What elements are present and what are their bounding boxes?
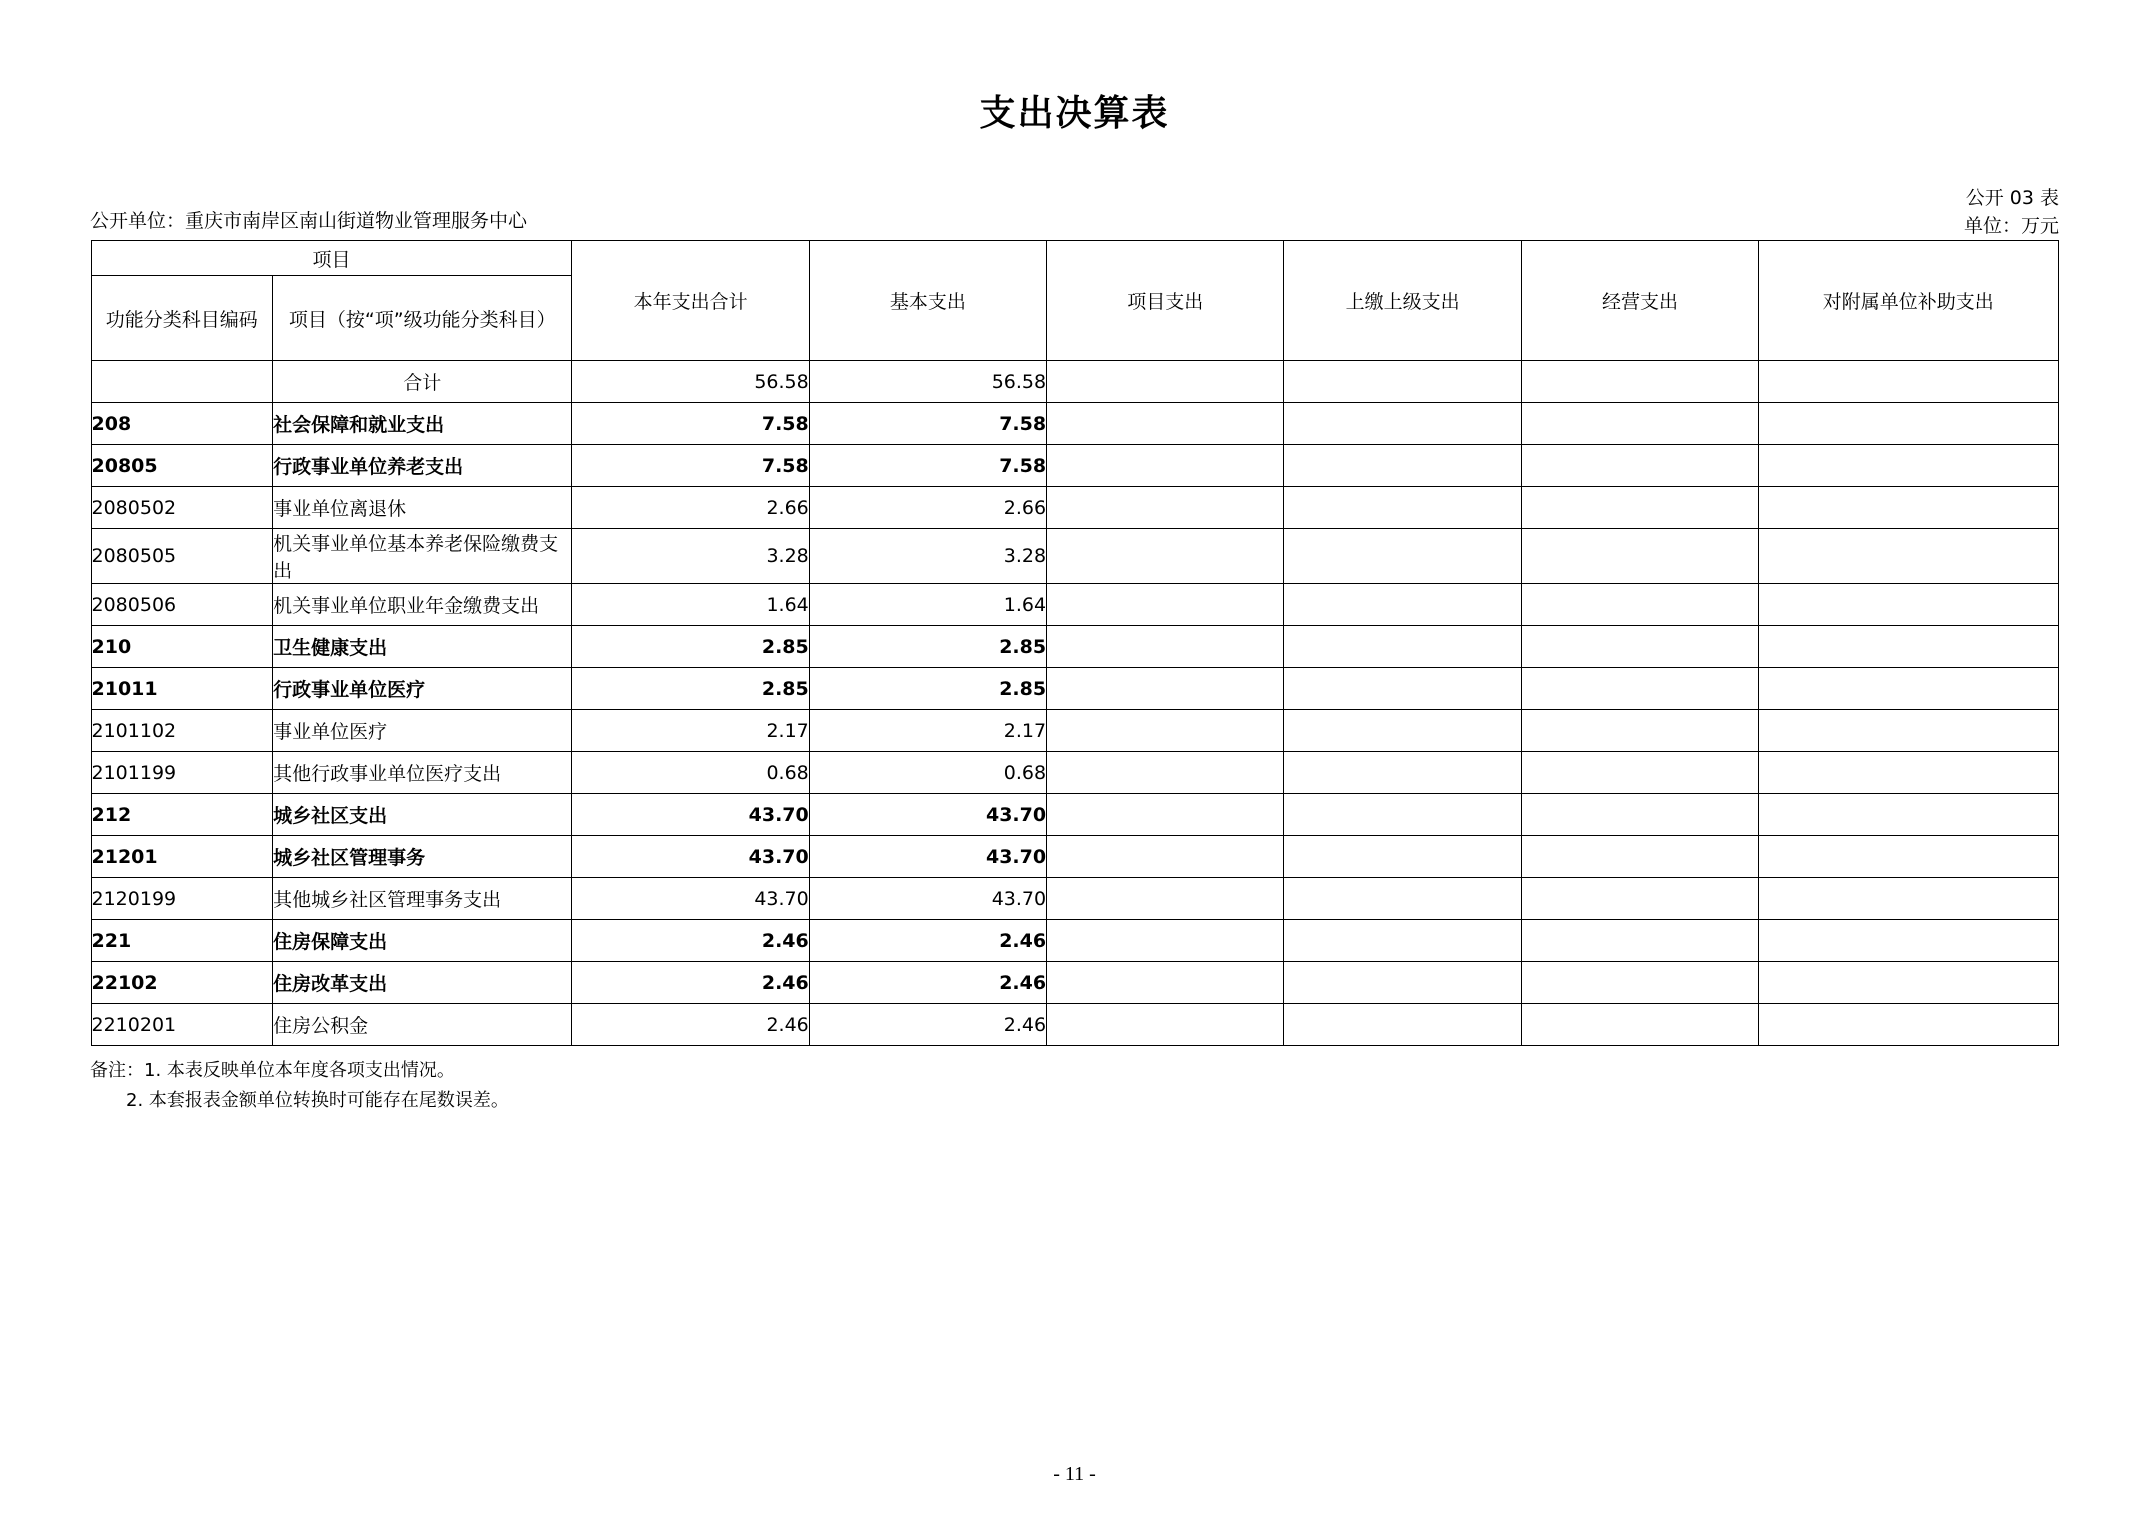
table-row bbox=[91, 836, 2058, 878]
table-row bbox=[91, 962, 2058, 1004]
cell-upper bbox=[1284, 962, 1521, 1004]
cell-subsidy bbox=[1759, 878, 2058, 920]
table-row bbox=[91, 584, 2058, 626]
cell-basic: 43.70 bbox=[809, 794, 1046, 836]
public-unit-value: 重庆市南岸区南山街道物业管理服务中心 bbox=[185, 210, 528, 232]
cell-project bbox=[1047, 529, 1284, 584]
header-total: 本年支出合计 bbox=[572, 241, 809, 361]
cell-total: 43.70 bbox=[572, 794, 809, 836]
cell-project bbox=[1047, 668, 1284, 710]
cell-operating bbox=[1521, 1004, 1758, 1046]
cell-basic: 3.28 bbox=[809, 529, 1046, 584]
cell-operating bbox=[1521, 403, 1758, 445]
cell-subsidy bbox=[1759, 710, 2058, 752]
cell-name: 社会保障和就业支出 bbox=[273, 403, 572, 445]
table-row bbox=[91, 878, 2058, 920]
cell-total: 43.70 bbox=[572, 878, 809, 920]
cell-project bbox=[1047, 710, 1284, 752]
cell-project bbox=[1047, 794, 1284, 836]
cell-operating bbox=[1521, 487, 1758, 529]
header-basic: 基本支出 bbox=[809, 241, 1046, 361]
page-number: - 11 - bbox=[1053, 1463, 1096, 1485]
cell-code: 20805 bbox=[91, 445, 273, 487]
cell-basic: 2.17 bbox=[809, 710, 1046, 752]
cell-total: 7.58 bbox=[572, 445, 809, 487]
cell-subsidy bbox=[1759, 487, 2058, 529]
cell-basic: 2.85 bbox=[809, 668, 1046, 710]
cell-total: 2.66 bbox=[572, 487, 809, 529]
cell-basic: 43.70 bbox=[809, 836, 1046, 878]
cell-code: 2101102 bbox=[91, 710, 273, 752]
cell-name: 事业单位医疗 bbox=[273, 710, 572, 752]
cell-project bbox=[1047, 878, 1284, 920]
cell-upper bbox=[1284, 668, 1521, 710]
cell-code: 2210201 bbox=[91, 1004, 273, 1046]
cell-name: 事业单位离退休 bbox=[273, 487, 572, 529]
cell-basic: 2.46 bbox=[809, 1004, 1046, 1046]
cell-total: 43.70 bbox=[572, 836, 809, 878]
cell-subsidy bbox=[1759, 752, 2058, 794]
cell-code: 2080502 bbox=[91, 487, 273, 529]
cell-total: 2.17 bbox=[572, 710, 809, 752]
cell-subsidy bbox=[1759, 962, 2058, 1004]
cell-upper bbox=[1284, 445, 1521, 487]
cell-total: 56.58 bbox=[572, 361, 809, 403]
cell-code: 21011 bbox=[91, 668, 273, 710]
cell-basic: 2.66 bbox=[809, 487, 1046, 529]
cell-operating bbox=[1521, 836, 1758, 878]
note-line-1: 备注：1. 本表反映单位本年度各项支出情况。 bbox=[90, 1060, 455, 1081]
cell-total: 2.46 bbox=[572, 920, 809, 962]
cell-name: 机关事业单位基本养老保险缴费支出 bbox=[273, 529, 572, 584]
cell-project bbox=[1047, 962, 1284, 1004]
cell-total: 2.46 bbox=[572, 962, 809, 1004]
cell-upper bbox=[1284, 920, 1521, 962]
cell-subsidy bbox=[1759, 584, 2058, 626]
cell-name: 合计 bbox=[273, 361, 572, 403]
table-row bbox=[91, 668, 2058, 710]
cell-upper bbox=[1284, 1004, 1521, 1046]
header-subsidy: 对附属单位补助支出 bbox=[1759, 241, 2058, 361]
cell-operating bbox=[1521, 584, 1758, 626]
cell-operating bbox=[1521, 445, 1758, 487]
table-notes bbox=[90, 1056, 2149, 1116]
amount-unit: 单位：万元 bbox=[1963, 215, 2059, 237]
cell-basic: 2.46 bbox=[809, 920, 1046, 962]
table-row bbox=[91, 487, 2058, 529]
table-row bbox=[91, 626, 2058, 668]
cell-upper bbox=[1284, 403, 1521, 445]
cell-project bbox=[1047, 836, 1284, 878]
table-row bbox=[91, 752, 2058, 794]
cell-subsidy bbox=[1759, 668, 2058, 710]
cell-project bbox=[1047, 487, 1284, 529]
cell-subsidy bbox=[1759, 361, 2058, 403]
cell-name: 卫生健康支出 bbox=[273, 626, 572, 668]
cell-project bbox=[1047, 920, 1284, 962]
header-group-project: 项目 bbox=[91, 241, 572, 276]
public-unit-label: 公开单位： bbox=[90, 210, 186, 232]
cell-project bbox=[1047, 752, 1284, 794]
cell-code: 210 bbox=[91, 626, 273, 668]
cell-subsidy bbox=[1759, 445, 2058, 487]
cell-total: 2.46 bbox=[572, 1004, 809, 1046]
cell-total: 3.28 bbox=[572, 529, 809, 584]
cell-operating bbox=[1521, 878, 1758, 920]
cell-total: 1.64 bbox=[572, 584, 809, 626]
table-row bbox=[91, 794, 2058, 836]
cell-subsidy bbox=[1759, 836, 2058, 878]
cell-upper bbox=[1284, 584, 1521, 626]
table-row bbox=[91, 361, 2058, 403]
cell-code: 21201 bbox=[91, 836, 273, 878]
cell-upper bbox=[1284, 710, 1521, 752]
cell-basic: 2.46 bbox=[809, 962, 1046, 1004]
cell-subsidy bbox=[1759, 529, 2058, 584]
cell-upper bbox=[1284, 878, 1521, 920]
form-meta bbox=[1964, 184, 2059, 240]
cell-project bbox=[1047, 626, 1284, 668]
header-code: 功能分类科目编码 bbox=[91, 276, 273, 361]
header-operating: 经营支出 bbox=[1521, 241, 1758, 361]
note-line-2: 2. 本套报表金额单位转换时可能存在尾数误差。 bbox=[126, 1090, 509, 1111]
cell-basic: 7.58 bbox=[809, 445, 1046, 487]
cell-upper bbox=[1284, 487, 1521, 529]
cell-upper bbox=[1284, 752, 1521, 794]
cell-name: 行政事业单位养老支出 bbox=[273, 445, 572, 487]
cell-total: 7.58 bbox=[572, 403, 809, 445]
cell-name: 其他行政事业单位医疗支出 bbox=[273, 752, 572, 794]
cell-project bbox=[1047, 445, 1284, 487]
cell-code: 2120199 bbox=[91, 878, 273, 920]
cell-subsidy bbox=[1759, 403, 2058, 445]
cell-upper bbox=[1284, 836, 1521, 878]
cell-operating bbox=[1521, 962, 1758, 1004]
table-row bbox=[91, 403, 2058, 445]
cell-basic: 56.58 bbox=[809, 361, 1046, 403]
cell-operating bbox=[1521, 794, 1758, 836]
cell-name: 城乡社区管理事务 bbox=[273, 836, 572, 878]
cell-code: 221 bbox=[91, 920, 273, 962]
cell-total: 0.68 bbox=[572, 752, 809, 794]
expenditure-table bbox=[91, 240, 2059, 1046]
cell-operating bbox=[1521, 920, 1758, 962]
cell-name: 城乡社区支出 bbox=[273, 794, 572, 836]
cell-project bbox=[1047, 361, 1284, 403]
cell-total: 2.85 bbox=[572, 626, 809, 668]
cell-basic: 2.85 bbox=[809, 626, 1046, 668]
cell-operating bbox=[1521, 361, 1758, 403]
table-row bbox=[91, 710, 2058, 752]
cell-basic: 0.68 bbox=[809, 752, 1046, 794]
cell-code: 2101199 bbox=[91, 752, 273, 794]
cell-operating bbox=[1521, 626, 1758, 668]
document-meta bbox=[0, 184, 2149, 240]
cell-subsidy bbox=[1759, 794, 2058, 836]
page-title: 支出决算表 bbox=[979, 93, 1170, 134]
table-header bbox=[91, 241, 2058, 361]
table-row bbox=[91, 1004, 2058, 1046]
cell-basic: 43.70 bbox=[809, 878, 1046, 920]
cell-subsidy bbox=[1759, 626, 2058, 668]
public-unit bbox=[90, 206, 527, 233]
cell-operating bbox=[1521, 668, 1758, 710]
form-code: 公开 03 表 bbox=[1965, 187, 2059, 209]
cell-operating bbox=[1521, 752, 1758, 794]
cell-upper bbox=[1284, 361, 1521, 403]
cell-project bbox=[1047, 1004, 1284, 1046]
cell-name: 其他城乡社区管理事务支出 bbox=[273, 878, 572, 920]
cell-name: 住房保障支出 bbox=[273, 920, 572, 962]
cell-operating bbox=[1521, 529, 1758, 584]
cell-code bbox=[91, 361, 273, 403]
cell-code: 208 bbox=[91, 403, 273, 445]
header-upper-level: 上缴上级支出 bbox=[1284, 241, 1521, 361]
cell-project bbox=[1047, 403, 1284, 445]
cell-upper bbox=[1284, 794, 1521, 836]
cell-basic: 7.58 bbox=[809, 403, 1046, 445]
cell-total: 2.85 bbox=[572, 668, 809, 710]
cell-code: 2080505 bbox=[91, 529, 273, 584]
cell-name: 机关事业单位职业年金缴费支出 bbox=[273, 584, 572, 626]
cell-upper bbox=[1284, 529, 1521, 584]
cell-code: 212 bbox=[91, 794, 273, 836]
cell-upper bbox=[1284, 626, 1521, 668]
cell-basic: 1.64 bbox=[809, 584, 1046, 626]
cell-subsidy bbox=[1759, 1004, 2058, 1046]
cell-code: 22102 bbox=[91, 962, 273, 1004]
cell-name: 住房改革支出 bbox=[273, 962, 572, 1004]
cell-project bbox=[1047, 584, 1284, 626]
header-name: 项目（按“项”级功能分类科目） bbox=[273, 276, 572, 361]
cell-code: 2080506 bbox=[91, 584, 273, 626]
cell-operating bbox=[1521, 710, 1758, 752]
header-row-group bbox=[91, 241, 2058, 276]
table-body bbox=[91, 361, 2058, 1046]
table-row bbox=[91, 445, 2058, 487]
cell-name: 行政事业单位医疗 bbox=[273, 668, 572, 710]
table-row bbox=[91, 920, 2058, 962]
table-row bbox=[91, 529, 2058, 584]
cell-subsidy bbox=[1759, 920, 2058, 962]
cell-name: 住房公积金 bbox=[273, 1004, 572, 1046]
header-project-expenditure: 项目支出 bbox=[1047, 241, 1284, 361]
